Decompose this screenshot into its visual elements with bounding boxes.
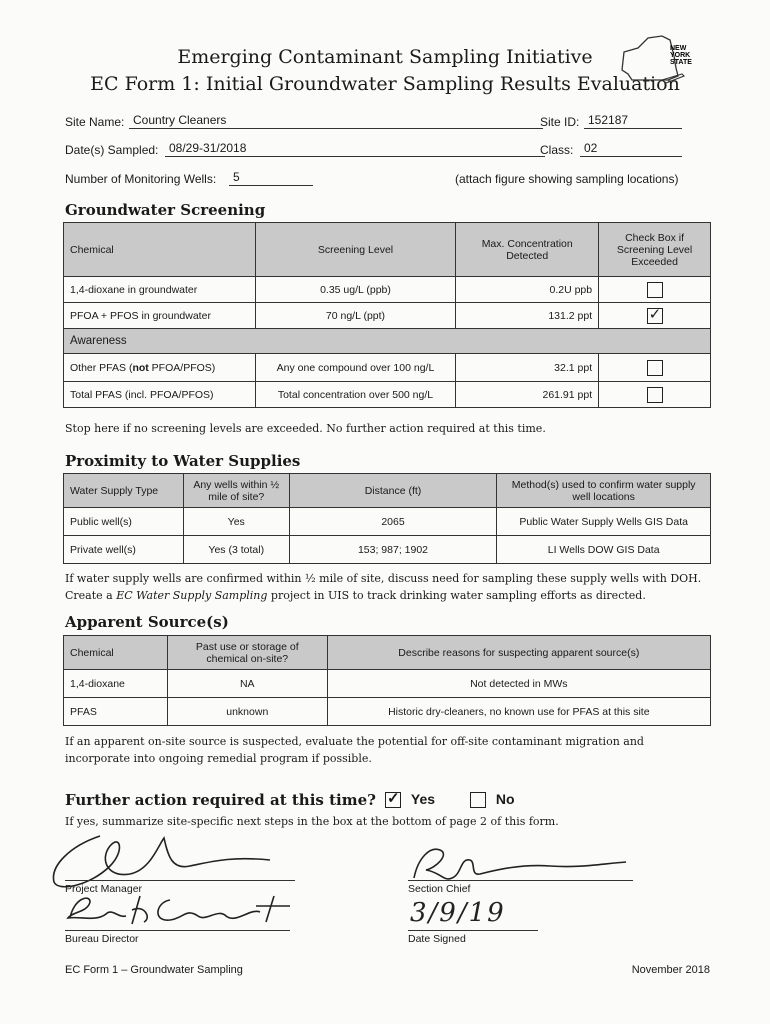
exceeded-checkbox[interactable]	[647, 387, 663, 403]
awareness-label: Awareness	[64, 329, 711, 354]
type-cell: Private well(s)	[64, 536, 184, 564]
form-subtitle: EC Form 1: Initial Groundwater Sampling Results Evaluation	[90, 73, 680, 95]
chemical-cell: PFAS	[64, 698, 168, 726]
date-signed-label: Date Signed	[408, 933, 466, 945]
sources-table	[63, 635, 711, 726]
yes-option[interactable]	[385, 791, 435, 808]
col-check-exceeded: Check Box if Screening Level Exceeded	[599, 223, 711, 277]
chemical-cell: 1,4-dioxane in groundwater	[64, 277, 256, 303]
within-cell: Yes	[183, 508, 289, 536]
table-row	[64, 536, 711, 564]
site-id-label: Site ID:	[540, 115, 580, 129]
table-row	[64, 354, 711, 382]
chemical-cell: PFOA + PFOS in groundwater	[64, 303, 256, 329]
attach-note: (attach figure showing sampling locations)	[455, 172, 679, 186]
distance-cell: 153; 987; 1902	[289, 536, 497, 564]
wells-value[interactable]: 5	[229, 170, 313, 186]
wells-label: Number of Monitoring Wells:	[65, 172, 217, 186]
proximity-note-line-1: If water supply wells are confirmed within ½ mile of site, discuss need for sampling these supply wells with DOH.	[65, 572, 702, 585]
past-use-cell: unknown	[167, 698, 327, 726]
class-value[interactable]: 02	[580, 141, 682, 157]
footer-left: EC Form 1 – Groundwater Sampling	[65, 964, 243, 976]
logo-line-1: NEW	[670, 45, 687, 52]
col-reason: Describe reasons for suspecting apparent source(s)	[327, 636, 710, 670]
site-name-value[interactable]: Country Cleaners	[129, 113, 543, 129]
footer-right: November 2018	[631, 964, 710, 976]
level-cell: Total concentration over 500 ng/L	[255, 382, 456, 408]
reason-cell: Historic dry-cleaners, no known use for PFAS at this site	[327, 698, 710, 726]
table-row	[64, 670, 711, 698]
no-option[interactable]	[470, 791, 515, 808]
proximity-heading: Proximity to Water Supplies	[65, 452, 301, 470]
class-label: Class:	[540, 143, 574, 157]
chemical-cell: Other PFAS (not PFOA/PFOS)	[64, 354, 256, 382]
table-row	[64, 303, 711, 329]
bureau-director-signature	[60, 888, 300, 932]
col-screening-level: Screening Level	[255, 223, 456, 277]
max-cell: 32.1 ppt	[456, 354, 599, 382]
section-chief-label: Section Chief	[408, 883, 471, 895]
table-row	[64, 698, 711, 726]
screening-table	[63, 222, 711, 408]
project-manager-label: Project Manager	[65, 883, 143, 895]
level-cell: Any one compound over 100 ng/L	[255, 354, 456, 382]
proximity-note	[65, 570, 701, 604]
awareness-band	[64, 329, 711, 354]
logo-line-3: STATE	[670, 59, 692, 66]
level-cell: 70 ng/L (ppt)	[255, 303, 456, 329]
level-cell: 0.35 ug/L (ppb)	[255, 277, 456, 303]
further-question: Further action required at this time?	[65, 791, 376, 809]
method-cell: Public Water Supply Wells GIS Data	[497, 508, 711, 536]
date-signed-value: 3/9/19	[410, 898, 506, 928]
screening-heading: Groundwater Screening	[65, 201, 266, 219]
col-method: Method(s) used to confirm water supply well locations	[497, 474, 711, 508]
table-row	[64, 382, 711, 408]
reason-cell: Not detected in MWs	[327, 670, 710, 698]
sources-note-line-1: If an apparent on-site source is suspected, evaluate the potential for off-site contaminant migration and	[65, 735, 644, 748]
bureau-director-label: Bureau Director	[65, 933, 139, 945]
screening-header-row	[64, 223, 711, 277]
sources-heading: Apparent Source(s)	[65, 613, 229, 631]
site-id-field	[540, 113, 629, 129]
proximity-note-line-2: Create a EC Water Supply Sampling project in UIS to track drinking water sampling efforts as directed.	[65, 589, 646, 602]
col-supply-type: Water Supply Type	[64, 474, 184, 508]
col-max-concentration: Max. Concentration Detected	[456, 223, 599, 277]
dates-value[interactable]: 08/29-31/2018	[165, 141, 545, 157]
col-chemical: Chemical	[64, 636, 168, 670]
past-use-cell: NA	[167, 670, 327, 698]
within-cell: Yes (3 total)	[183, 536, 289, 564]
col-chemical: Chemical	[64, 223, 256, 277]
dates-field	[65, 141, 247, 157]
max-cell: 0.2U ppb	[456, 277, 599, 303]
site-name-label: Site Name:	[65, 115, 125, 129]
chemical-cell: 1,4-dioxane	[64, 670, 168, 698]
proximity-header-row	[64, 474, 711, 508]
col-distance: Distance (ft)	[289, 474, 497, 508]
method-cell: LI Wells DOW GIS Data	[497, 536, 711, 564]
stop-note: Stop here if no screening levels are exceeded. No further action required at this time.	[65, 422, 546, 435]
no-label: No	[495, 791, 515, 807]
exceeded-checkbox[interactable]	[647, 360, 663, 376]
nys-logo	[618, 34, 692, 86]
yes-checkbox[interactable]	[385, 792, 401, 808]
col-past-use: Past use or storage of chemical on-site?	[167, 636, 327, 670]
max-cell: 261.91 ppt	[456, 382, 599, 408]
table-row	[64, 508, 711, 536]
no-checkbox[interactable]	[470, 792, 486, 808]
site-name-field	[65, 113, 227, 129]
proximity-table	[63, 473, 711, 564]
nys-map-icon	[618, 34, 692, 86]
exceeded-checkbox[interactable]	[647, 308, 663, 324]
chemical-cell: Total PFAS (incl. PFOA/PFOS)	[64, 382, 256, 408]
site-id-value[interactable]: 152187	[584, 113, 682, 129]
form-title: Emerging Contaminant Sampling Initiative	[177, 46, 593, 68]
wells-field	[65, 170, 240, 186]
table-row	[64, 277, 711, 303]
further-note: If yes, summarize site-specific next steps in the box at the bottom of page 2 of this form.	[65, 815, 559, 828]
exceeded-checkbox[interactable]	[647, 282, 663, 298]
sources-note-line-2: incorporate into ongoing remedial program if possible.	[65, 752, 372, 765]
sources-header-row	[64, 636, 711, 670]
distance-cell: 2065	[289, 508, 497, 536]
logo-line-2: YORK	[670, 52, 691, 59]
col-within-half-mile: Any wells within ½ mile of site?	[183, 474, 289, 508]
max-cell: 131.2 ppt	[456, 303, 599, 329]
dates-label: Date(s) Sampled:	[65, 143, 159, 157]
type-cell: Public well(s)	[64, 508, 184, 536]
class-field	[540, 141, 598, 157]
sources-note	[65, 733, 644, 767]
yes-label: Yes	[410, 791, 436, 807]
